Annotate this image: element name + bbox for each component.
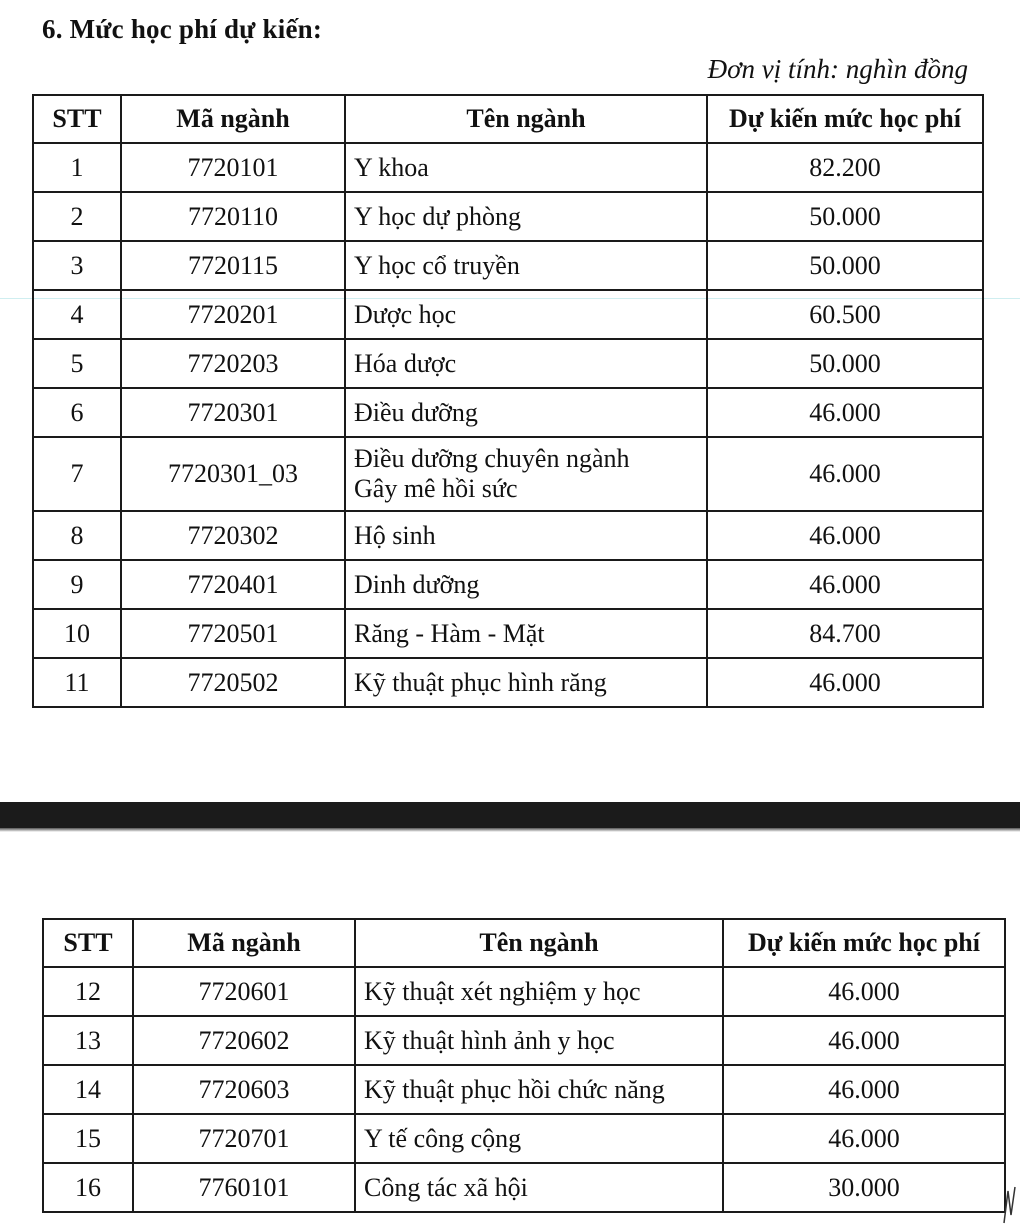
table-row xyxy=(33,143,983,192)
page-separator-shadow xyxy=(0,828,1020,832)
cell-name: Dược học xyxy=(345,290,707,339)
table-row xyxy=(43,967,1005,1016)
cell-name: Y học dự phòng xyxy=(345,192,707,241)
cell-code: 7720602 xyxy=(133,1016,355,1065)
cell-code: 7720601 xyxy=(133,967,355,1016)
header-name: Tên ngành xyxy=(345,95,707,143)
cell-stt: 15 xyxy=(43,1114,133,1163)
cell-name: Điều dưỡng xyxy=(345,388,707,437)
cell-fee: 50.000 xyxy=(707,192,983,241)
table-row xyxy=(33,437,983,511)
cell-fee: 46.000 xyxy=(723,1016,1005,1065)
cell-code: 7720401 xyxy=(121,560,345,609)
cell-fee: 46.000 xyxy=(707,388,983,437)
table-row xyxy=(43,1114,1005,1163)
header-name: Tên ngành xyxy=(355,919,723,967)
cell-stt: 9 xyxy=(33,560,121,609)
cell-code: 7720301 xyxy=(121,388,345,437)
cell-stt: 11 xyxy=(33,658,121,707)
cell-name: Công tác xã hội xyxy=(355,1163,723,1212)
cell-code: 7720301_03 xyxy=(121,437,345,511)
table-row xyxy=(43,1065,1005,1114)
cell-fee: 46.000 xyxy=(723,1065,1005,1114)
cell-code: 7720701 xyxy=(133,1114,355,1163)
table-row xyxy=(33,241,983,290)
header-stt: STT xyxy=(33,95,121,143)
header-code: Mã ngành xyxy=(133,919,355,967)
cell-code: 7720302 xyxy=(121,511,345,560)
cell-code: 7760101 xyxy=(133,1163,355,1212)
header-stt: STT xyxy=(43,919,133,967)
cell-code: 7720115 xyxy=(121,241,345,290)
cell-stt: 8 xyxy=(33,511,121,560)
table-row xyxy=(33,388,983,437)
cell-code: 7720201 xyxy=(121,290,345,339)
header-fee: Dự kiến mức học phí xyxy=(723,919,1005,967)
cell-name xyxy=(345,437,707,511)
cell-code: 7720203 xyxy=(121,339,345,388)
section-heading: 6. Mức học phí dự kiến: xyxy=(42,14,323,44)
cell-stt: 1 xyxy=(33,143,121,192)
cell-stt: 4 xyxy=(33,290,121,339)
cell-code: 7720502 xyxy=(121,658,345,707)
cell-name: Kỹ thuật xét nghiệm y học xyxy=(355,967,723,1016)
cell-name: Kỹ thuật hình ảnh y học xyxy=(355,1016,723,1065)
table-header-row xyxy=(43,919,1005,967)
cell-stt: 6 xyxy=(33,388,121,437)
tuition-table-2 xyxy=(42,918,1006,1213)
cell-name-line1: Điều dưỡng chuyên ngành xyxy=(354,444,630,473)
cell-code: 7720501 xyxy=(121,609,345,658)
cell-name-line2: Gây mê hồi sức xyxy=(354,474,518,503)
cell-stt: 10 xyxy=(33,609,121,658)
page-separator-band xyxy=(0,802,1020,828)
table-row xyxy=(33,290,983,339)
cell-fee: 82.200 xyxy=(707,143,983,192)
cell-fee: 46.000 xyxy=(707,511,983,560)
table-row xyxy=(33,658,983,707)
cell-fee: 50.000 xyxy=(707,339,983,388)
cell-stt: 16 xyxy=(43,1163,133,1212)
cell-name: Kỹ thuật phục hồi chức năng xyxy=(355,1065,723,1114)
tuition-table-1 xyxy=(32,94,984,708)
cell-fee: 46.000 xyxy=(707,560,983,609)
cell-code: 7720603 xyxy=(133,1065,355,1114)
cell-stt: 3 xyxy=(33,241,121,290)
cell-fee: 46.000 xyxy=(723,1114,1005,1163)
cell-name: Hóa dược xyxy=(345,339,707,388)
table-row xyxy=(43,1163,1005,1212)
cell-fee: 46.000 xyxy=(723,967,1005,1016)
cell-fee: 30.000 xyxy=(723,1163,1005,1212)
cell-fee: 60.500 xyxy=(707,290,983,339)
table-row xyxy=(33,339,983,388)
table-row xyxy=(33,511,983,560)
cell-stt: 14 xyxy=(43,1065,133,1114)
signature-stroke xyxy=(1000,1185,1018,1225)
cell-name: Y học cổ truyền xyxy=(345,241,707,290)
cell-stt: 5 xyxy=(33,339,121,388)
cell-name: Y khoa xyxy=(345,143,707,192)
cell-fee: 46.000 xyxy=(707,437,983,511)
cell-stt: 2 xyxy=(33,192,121,241)
cell-fee: 46.000 xyxy=(707,658,983,707)
cell-name: Hộ sinh xyxy=(345,511,707,560)
cell-name: Y tế công cộng xyxy=(355,1114,723,1163)
cell-fee: 50.000 xyxy=(707,241,983,290)
cell-code: 7720101 xyxy=(121,143,345,192)
cell-name: Răng - Hàm - Mặt xyxy=(345,609,707,658)
table-header-row xyxy=(33,95,983,143)
cell-fee: 84.700 xyxy=(707,609,983,658)
cell-stt: 7 xyxy=(33,437,121,511)
table-row xyxy=(43,1016,1005,1065)
cell-name: Kỹ thuật phục hình răng xyxy=(345,658,707,707)
header-fee: Dự kiến mức học phí xyxy=(707,95,983,143)
unit-note: Đơn vị tính: nghìn đồng xyxy=(707,54,968,84)
cell-stt: 13 xyxy=(43,1016,133,1065)
cell-stt: 12 xyxy=(43,967,133,1016)
table-row xyxy=(33,192,983,241)
table-row xyxy=(33,609,983,658)
cell-name: Dinh dưỡng xyxy=(345,560,707,609)
cell-code: 7720110 xyxy=(121,192,345,241)
header-code: Mã ngành xyxy=(121,95,345,143)
table-row xyxy=(33,560,983,609)
